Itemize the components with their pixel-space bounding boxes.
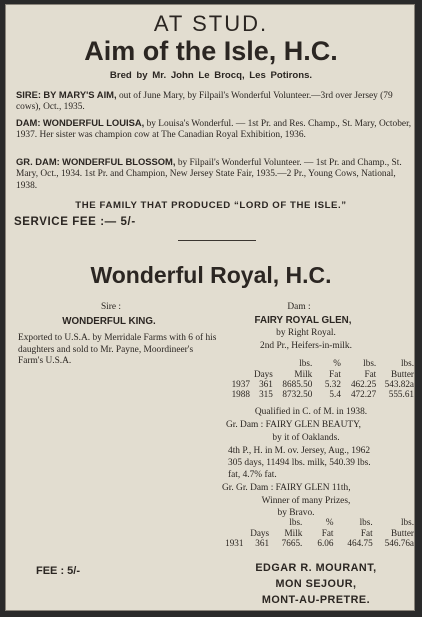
qualified-line: Qualified in C. of M. in 1938.: [254, 407, 368, 417]
grdam-record-1: 4th P., H. in M. ov. Jersey, Aug., 1962: [228, 446, 371, 456]
record-cell: Days: [253, 368, 273, 379]
record-cell: 1988: [231, 389, 250, 400]
record-row: [224, 358, 414, 368]
record-cell: 1931: [225, 537, 244, 548]
grdam-paragraph: [16, 156, 414, 192]
sire-name: BY MARY'S AIM,: [43, 89, 117, 100]
dam-label: DAM:: [16, 117, 41, 128]
record-cell: 462.25: [350, 378, 377, 389]
grgrdam-milk-record-table: [216, 517, 414, 548]
dam-text: by Louisa's Wonderful. — 1st Pr. and Res. Champ., St. Mary, October, 1937. Her sister was champion cow at The Canadian Royal Exhibition, 1936.: [16, 119, 412, 141]
dam-paragraph: [16, 117, 414, 142]
record-cell: 472.27: [350, 389, 377, 400]
section-divider: [178, 240, 256, 241]
dam-milk-record-table: [224, 358, 414, 400]
owner-house: MON SEJOUR,: [275, 578, 357, 590]
newspaper-clipping: [5, 4, 415, 611]
dam-name: WONDERFUL LOUISA,: [42, 117, 145, 128]
at-stud-heading: AT STUD.: [153, 11, 269, 36]
royal-dam-label: Dam :: [287, 302, 311, 312]
record-cell: [250, 358, 273, 368]
grdam-record-2: 305 days, 11494 lbs. milk, 540.39 lbs.: [228, 458, 371, 468]
royal-sire-name: WONDERFUL KING.: [62, 316, 156, 327]
record-cell: [224, 358, 250, 368]
record-cell: %: [333, 358, 341, 369]
record-row: [216, 527, 414, 537]
sire-label: SIRE:: [16, 89, 42, 100]
record-cell: lbs.: [289, 517, 303, 528]
royal-bull-name: Wonderful Royal, H.C.: [90, 262, 332, 288]
stud-bull-name: Aim of the Isle, H.C.: [84, 36, 338, 66]
record-cell: [216, 527, 243, 537]
royal-fee: FEE : 5/-: [36, 565, 81, 577]
record-cell: 315: [259, 389, 273, 400]
grgrdam-line: Gr. Gr. Dam : FAIRY GLEN 11th,: [222, 483, 351, 493]
record-cell: Fat: [329, 368, 341, 379]
dam-by-line: by Right Royal.: [276, 328, 336, 338]
record-cell: 1937: [231, 378, 250, 389]
record-cell: [243, 517, 269, 527]
sire-export-note: Exported to U.S.A. by Merridale Farms with 6 of his daughters and sold to Mr. Payne, Moordineer's Farm's U.S.A.: [18, 333, 217, 367]
record-cell: 7665.: [281, 537, 303, 548]
record-row: [224, 379, 414, 389]
grdam-name: WONDERFUL BLOSSOM,: [62, 156, 176, 167]
family-line: THE FAMILY THAT PRODUCED “LORD OF THE ISLE.”: [75, 200, 347, 211]
record-cell: 8685.50: [282, 378, 313, 389]
sire-paragraph: [16, 89, 414, 114]
owner-name: EDGAR R. MOURANT,: [255, 562, 377, 574]
record-row: [224, 368, 414, 378]
record-cell: Milk: [284, 527, 303, 538]
record-row: [216, 538, 414, 548]
record-cell: Fat: [360, 527, 373, 538]
record-cell: Butter: [391, 527, 414, 538]
record-cell: lbs.: [400, 358, 414, 369]
record-cell: 8732.50: [282, 389, 313, 400]
record-cell: lbs.: [363, 358, 377, 369]
owner-place: MONT-AU-PRETRE.: [261, 594, 371, 606]
record-cell: Milk: [294, 368, 313, 379]
record-cell: 555.61: [388, 389, 414, 400]
record-cell: %: [325, 517, 334, 528]
sire-text: out of June Mary, by Filpail's Wonderful Volunteer.—3rd over Jersey (79 cows), Oct., 1935.: [16, 91, 393, 113]
record-cell: Fat: [364, 368, 377, 379]
record-cell: 543.82a: [384, 378, 414, 389]
record-cell: Fat: [321, 527, 334, 538]
record-cell: 361: [255, 537, 270, 548]
record-cell: 5.32: [324, 378, 341, 389]
record-row: [216, 517, 414, 527]
grdam-record-3: fat, 4.7% fat.: [228, 470, 277, 480]
royal-sire-label: Sire :: [100, 302, 122, 312]
dam-prize-line: 2nd Pr., Heifers-in-milk.: [260, 341, 352, 351]
record-row: [224, 389, 414, 399]
record-cell: [224, 368, 250, 378]
grdam-text: by Filpail's Wonderful Volunteer. — 1st Pr. and Champ., St. Mary, Oct., 1934. 1st Pr. and Champion, New Jersey State Fair, 1935.—2 Pr., Young Cows, National, 1938.: [16, 158, 402, 191]
record-cell: Days: [250, 527, 270, 538]
grgrdam-note: Winner of many Prizes,: [261, 496, 351, 506]
record-cell: lbs.: [299, 358, 313, 369]
royal-dam-name: FAIRY ROYAL GLEN,: [254, 315, 352, 326]
record-cell: lbs.: [400, 517, 414, 528]
grgrdam-by-line: by Bravo.: [277, 508, 315, 518]
grdam-label: GR. DAM:: [16, 156, 60, 167]
record-cell: 5.4: [329, 389, 341, 400]
grdam-by-line: by it of Oaklands.: [272, 433, 340, 443]
record-cell: 464.75: [347, 537, 373, 548]
record-cell: 546.76a: [384, 537, 414, 548]
bred-by-line: Bred by Mr. John Le Brocq, Les Potirons.: [109, 70, 313, 81]
record-cell: Butter: [391, 368, 414, 379]
record-cell: 361: [259, 378, 273, 389]
record-cell: [216, 517, 243, 527]
grdam-line: Gr. Dam : FAIRY GLEN BEAUTY,: [226, 420, 361, 430]
service-fee: SERVICE FEE :— 5/-: [14, 216, 136, 228]
record-cell: 6.06: [317, 537, 334, 548]
record-cell: lbs.: [359, 517, 373, 528]
